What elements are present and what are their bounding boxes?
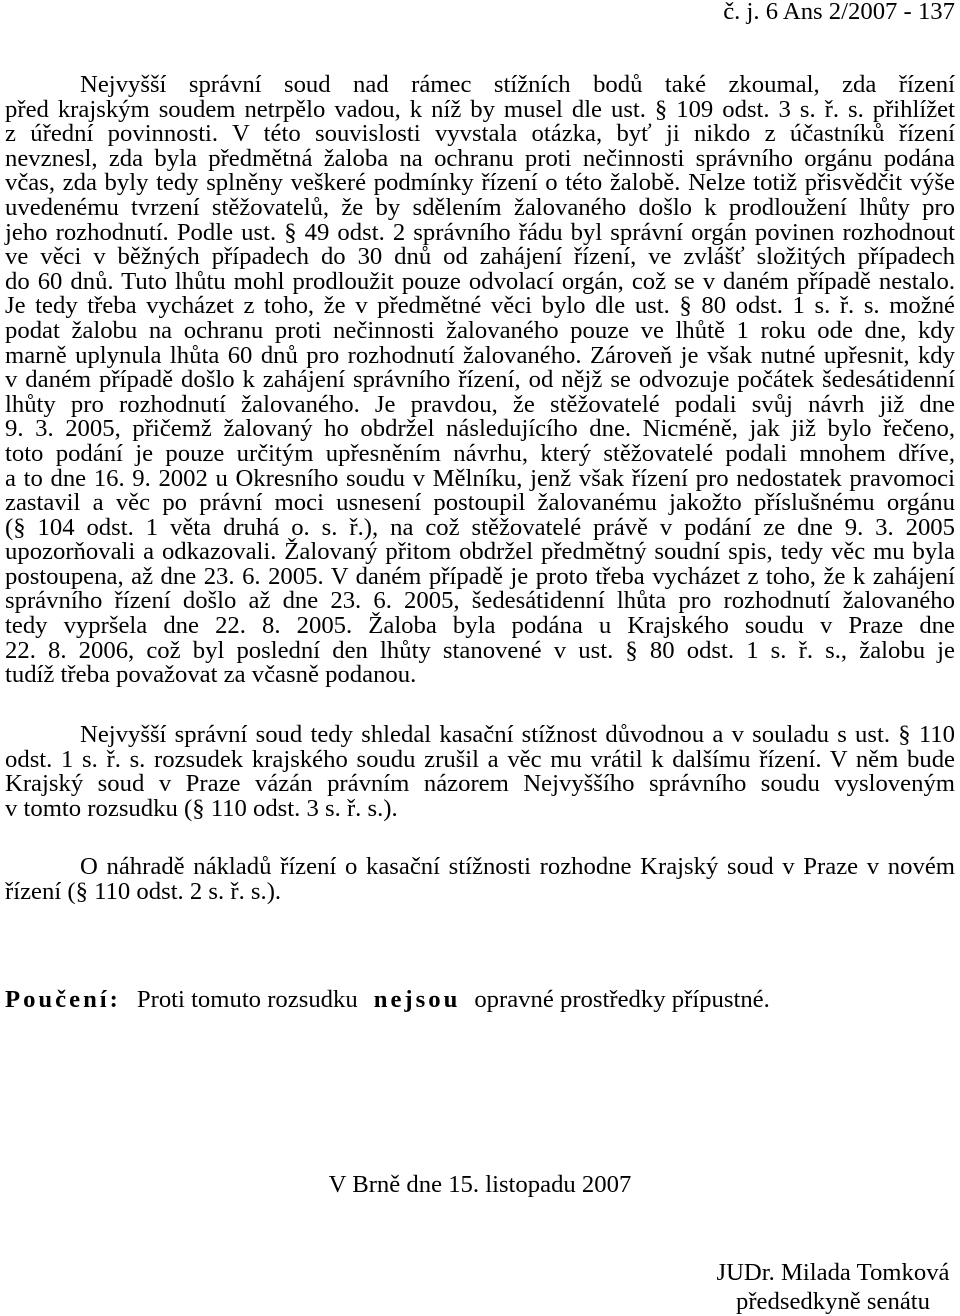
paragraph-line: 22. 8. 2006, což byl poslední den lhůty stanovené v ust. § 80 odst. 1 s. ř. s., žalobu je <box>5 636 955 664</box>
paragraph-decision <box>5 723 955 821</box>
signer-title: předsedkyně senátu <box>735 1288 930 1315</box>
paragraph-line: Nejvyšší správní soud nad rámec stížních bodů také zkoumal, zda řízení <box>80 71 955 98</box>
paragraph-costs <box>5 855 955 904</box>
instruction-text-before: Proti tomuto rozsudku <box>136 986 358 1013</box>
instruction-text-after: opravné prostředky přípustné. <box>474 986 770 1013</box>
paragraph-line: a to dne 16. 9. 2002 u Okresního soudu v Mělníku, jenž však řízení pro nedostatek pravomoci <box>5 464 955 492</box>
paragraph-line: ve věci v běžných případech do 30 dnů od zahájení řízení, ve zvlášť složitých případech <box>5 243 955 271</box>
paragraph-line: do 60 dnů. Tuto lhůtu mohl prodloužit pouze odvolací orgán, což se v daném případě nestalo. <box>5 267 955 295</box>
paragraph-line: toto podání je pouze určitým upřesněním návrhu, který stěžovatelé podali mnohem dříve, <box>5 439 955 467</box>
signer-name: JUDr. Milada Tomková <box>716 1259 950 1286</box>
paragraph-line: postoupena, až dne 23. 6. 2005. V daném případě je proto třeba vycházet z toho, že k zahájení <box>5 562 955 590</box>
paragraph-line: v daném případě došlo k zahájení správního řízení, od nějž se odvozuje počátek šedesátidenní <box>5 366 955 394</box>
paragraph-line: nevznesl, zda byla předmětná žaloba na ochranu proti nečinnosti správního orgánu podána <box>5 144 955 172</box>
place-and-date: V Brně dne 15. listopadu 2007 <box>328 1171 632 1198</box>
instruction-line <box>5 988 770 1013</box>
paragraph-line: řízení (§ 110 odst. 2 s. ř. s.). <box>5 877 282 905</box>
instruction-label: Poučení: <box>5 986 121 1013</box>
paragraph-line: marně uplynula lhůta 60 dnů pro rozhodnutí žalovaného. Zároveň je však nutné upřesnit, kdy <box>5 341 955 369</box>
paragraph-line: včas, zda byly tedy splněny veškeré podmínky řízení o této žalobě. Nelze totiž přisvědčit výše <box>5 169 955 197</box>
paragraph-line: upozorňovali a odkazovali. Žalovaný přitom obdržel předmětný soudní spis, tedy věc mu byla <box>5 538 955 566</box>
paragraph-line: Nejvyšší správní soud tedy shledal kasační stížnost důvodnou a v souladu s ust. § 110 <box>80 721 955 748</box>
paragraph-line: odst. 1 s. ř. s. rozsudek krajského soudu zrušil a věc mu vrátil k dalšímu řízení. V něm bude <box>5 745 955 773</box>
signature-block <box>711 1258 955 1316</box>
paragraph-line: jeho rozhodnutí. Podle ust. § 49 odst. 2 správního řádu byl správní orgán povinen rozhodnout <box>5 218 955 246</box>
paragraph-line: tedy vypršela dne 22. 8. 2005. Žaloba byla podána u Krajského soudu v Praze dne <box>5 612 955 640</box>
paragraph-line: zastavil a věc po právní moci usnesení postoupil žalovanému jakožto příslušnému orgánu <box>5 489 955 517</box>
paragraph-reasoning <box>5 73 955 688</box>
paragraph-line: lhůty pro rozhodnutí žalovaného. Je pravdou, že stěžovatelé podali svůj návrh již dne <box>5 390 955 418</box>
paragraph-line: z úřední povinnosti. V této souvislosti vyvstala otázka, byť ji nikdo z účastníků řízení <box>5 120 955 148</box>
instruction-emphasis: nejsou <box>373 986 461 1013</box>
paragraph-line: před krajským soudem netrpělo vadou, k níž by musel dle ust. § 109 odst. 3 s. ř. s. přihlížet <box>5 95 955 123</box>
paragraph-line: podat žalobu na ochranu proti nečinnosti žalovaného pouze ve lhůtě 1 roku ode dne, kdy <box>5 316 955 344</box>
paragraph-line: uvedenému tvrzení stěžovatelů, že by sdělením žalovaného došlo k prodloužení lhůty pro <box>5 193 955 221</box>
paragraph-line: Krajský soud v Praze vázán právním názorem Nejvyššího správního soudu vysloveným <box>5 770 955 798</box>
case-reference: č. j. 6 Ans 2/2007 - 137 <box>723 0 955 25</box>
paragraph-line: tudíž třeba považovat za včasně podanou. <box>5 661 417 689</box>
paragraph-line: Je tedy třeba vycházet z toho, že v předmětné věci bylo dle ust. § 80 odst. 1 s. ř. s. možné <box>5 292 955 320</box>
paragraph-line: správního řízení došlo až dne 23. 6. 2005, šedesátidenní lhůta pro rozhodnutí žalovaného <box>5 587 955 615</box>
paragraph-line: O náhradě nákladů řízení o kasační stížnosti rozhodne Krajský soud v Praze v novém <box>80 853 955 880</box>
paragraph-line: v tomto rozsudku (§ 110 odst. 3 s. ř. s.). <box>5 794 398 822</box>
paragraph-line: (§ 104 odst. 1 věta druhá o. s. ř.), na což stěžovatelé právě v podání ze dne 9. 3. 2005 <box>5 513 955 541</box>
paragraph-line: 9. 3. 2005, přičemž žalovaný ho obdržel následujícího dne. Nicméně, jak již bylo řečeno, <box>5 415 955 443</box>
